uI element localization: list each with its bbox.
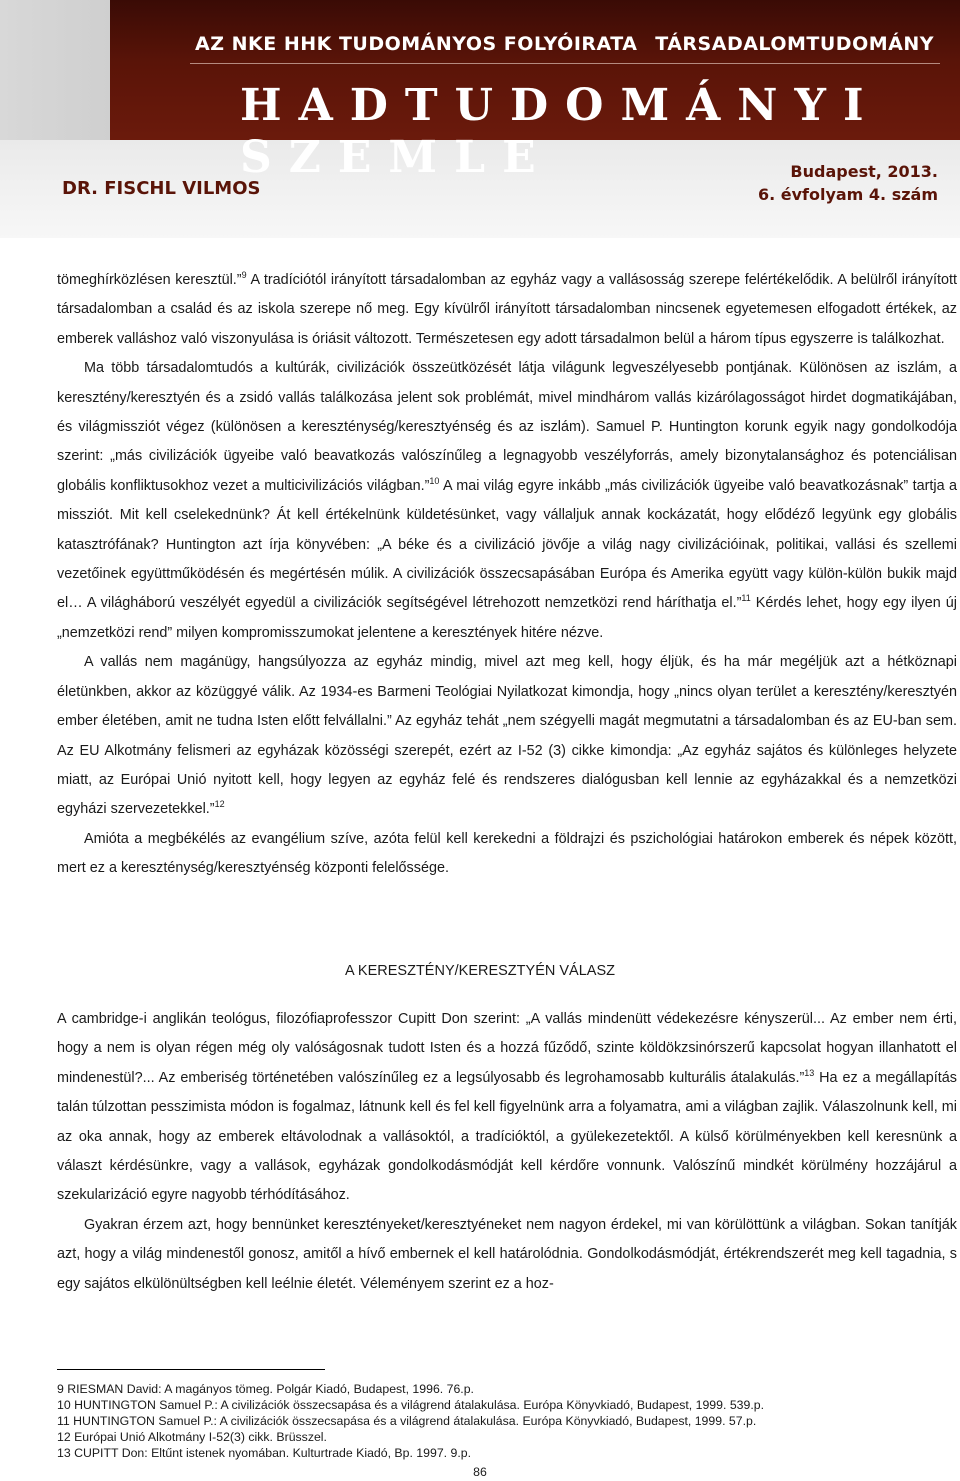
- paragraph: tömeghírközlésen keresztül.”$^9$ A tradíciótól irányított társadalomban az egyház vagy a vallásosság szerepe felértékelődik. A belülről irányított társadalomban a család és az iskola szerepe nő meg. Egy kívülről irányított társadalomban nincsenek egyetemesen elfogadott értékek, az emberek valláshoz való viszonyulása is óriásit változott. Természetesen egy adott társadalmon belül a három típus egyszerre is találkozhat.: [57, 270, 957, 347]
- header-left-band: [0, 0, 110, 140]
- volume-issue: 6. évfolyam 4. szám: [757, 185, 938, 204]
- paragraph: A vallás nem magánügy, hangsúlyozza az egyház mindig, mivel azt meg kell, hogy éljük, és ha már megéljük azt a hétköznapi életünkben, akkor az közüggyé válik. Az 1934-es Barmeni Teológiai Nyilatkozat kimondja, hogy „nincs olyan terület a keresztény/keresztyén ember életében, amit ne tudna Isten előtt felvállalni.” Az egyház tehát „nem szégyelli magát megmutatni a társadalomban és az EU-ban sem. Az EU Alkotmány felismeri az egyházak közösségi szerepét, ezért az I-52 (3) cikke kimondja: „Az egyház sajátos és különleges helyzete miatt, az Európai Unió nyitott kell, hogy legyen az egyház felé és rendszeres dialógusban kell lennie az egyházakkal és a nemzetközi egyházi szervezetekkel.”$^{12}$: [57, 654, 957, 818]
- paragraph: A cambridge-i anglikán teológus, filozófiaprofesszor Cupitt Don szerint: „A vallás mindenütt védekezésre kényszerül... Az ember nem érti, hogy a nem is olyan régen még oly valóságosnak tudott Isten és a hozzá fűződő, szinte köldökzsinórszerű kapcsolat hogyan illanhatott el mindenestül?... Az emberiség történetében valószínűleg ez a legsúlyosabb és legrohamosabb kulturális átalakulás.”$^{13}$ Ha ez a megállapítás talán túlzottan pesszimista módon is fogalmaz, látnunk kell és fel kell figyelnünk arra a folyamatra, ami a világban zajlik. Válaszolnunk kell, mi az oka annak, hogy az emberek eltávolodnak a vallásoktól, a tradícióktól, a gyülekezetektől. A külső körülményekben kell keresnünk a választ kérdésünkre, vagy a vallások, egyházak gondolkodásmódját kell kérdőre vonnunk. Valószínű mindkét körülmény hozzájárul a szekularizáció egyre nagyobb térhódításához.: [57, 1011, 957, 1204]
- place-year: Budapest, 2013.: [790, 162, 938, 181]
- page-header: [0, 0, 960, 238]
- footnote: 13 CUPITT Don: Eltűnt istenek nyomában. Kulturtrade Kiadó, Bp. 1997. 9.p.: [57, 1446, 472, 1460]
- paragraph: Gyakran érzem azt, hogy bennünket keresztényeket/keresztyéneket nem nagyon érdekel, mi van körülöttünk a világban. Sokan tanítják azt, hogy a világ mindenestől gonosz, amitől a hívő embernek el kell határolódnia. Gondolkodásmódját, értékrendszerét meg kell tagadnia, s egy sajátos elkülönültségben kell leélnie életét. Véleményem szerint ez a hoz-: [57, 1216, 957, 1292]
- author-name: DR. FISCHL VILMOS: [62, 178, 261, 199]
- journal-title: HADTUDOMÁNYI SZEMLE: [240, 80, 881, 183]
- issue-info: [758, 160, 938, 206]
- header-divider: [190, 63, 940, 64]
- footnote: 12 Európai Unió Alkotmány I-52(3) cikk. Brüsszel.: [57, 1430, 327, 1444]
- page-number: 86: [473, 1465, 487, 1479]
- footnote-ref[interactable]: 13: [804, 1068, 815, 1079]
- section-heading: A KERESZTÉNY/KERESZTYÉN VÁLASZ: [345, 963, 615, 979]
- footnote-ref[interactable]: 10: [429, 476, 440, 487]
- section-name: TÁRSADALOMTUDOMÁNY: [655, 33, 934, 55]
- article-body-continued: [57, 1005, 957, 1299]
- footnote-ref[interactable]: 9: [241, 270, 247, 281]
- footnote-ref[interactable]: 12: [214, 799, 225, 810]
- article-body: [57, 266, 957, 884]
- footnote-ref[interactable]: 11: [741, 593, 751, 604]
- paragraph: Ma több társadalomtudós a kultúrák, civilizációk összeütközését látja világunk legveszélyesebb pontjának. Különösen az iszlám, a keresztény/keresztyén és a zsidó vallás találkozása jelent sok problémát, mivel mindhárom vallás kizárólagosságot hirdet dogmatikájában, és világmissziót végez (különösen a kereszténység/keresztyénség és az iszlám). Samuel P. Huntington korunk egyik nagy gondolkodója szerint: „más civilizációk ügyeibe való beavatkozás valószínűleg a legnagyobb veszélyforrás, amely bizonytalansághoz és potenciálisan globális konfliktusokhoz vezet a multicivilizációs világban.”$^{10}$ A mai világ egyre inkább „más civilizációk ügyeibe való beavatkozásnak” tartja a missziót. Mit kell cselekednünk? Át kell értékelnünk küldetésünket, vagy vállaljuk annak kockázatát, hogy elődéző legyünk egy globális katasztrófának? Huntington azt írja könyvében: „A béke és a civilizáció jövője a világ nagy civilizációinak, politikai, vallási és szellemi vezetőinek együttműködésén és megértésén múlik. A civilizációk összecsapásában Európa és Amerika együtt vagy külön-külön bukik majd el… A világháború veszélyét egyedül a civilizációk segítségével létrehozott nemzetközi rend háríthatja el.”$^{11}$ Kérdés lehet, hogy egy ilyen új „nemzetközi rend” milyen kompromisszumokat jelentene a keresztények hitére nézve.: [57, 360, 957, 641]
- footnote: 10 HUNTINGTON Samuel P.: A civilizációk összecsapása és a világrend átalakulása. Európa Könyvkiadó, Budapest, 1999. 539.p.: [57, 1398, 765, 1412]
- paragraph: Amióta a megbékélés az evangélium szíve, azóta felül kell kerekedni a földrajzi és pszichológiai határokon emberek és népek között, mert ez a kereszténység/keresztyénség központi felelőssége.: [57, 830, 957, 877]
- footnotes: [57, 1381, 947, 1461]
- footnote: 11 HUNTINGTON Samuel P.: A civilizációk összecsapása és a világrend átalakulása. Európa Könyvkiadó, Budapest, 1999. 57.p.: [57, 1414, 757, 1428]
- journal-name: AZ NKE HHK TUDOMÁNYOS FOLYÓIRATA: [195, 33, 638, 55]
- footnote-divider: [57, 1369, 325, 1370]
- footnote: 9 RIESMAN David: A magányos tömeg. Polgár Kiadó, Budapest, 1996. 76.p.: [57, 1382, 474, 1396]
